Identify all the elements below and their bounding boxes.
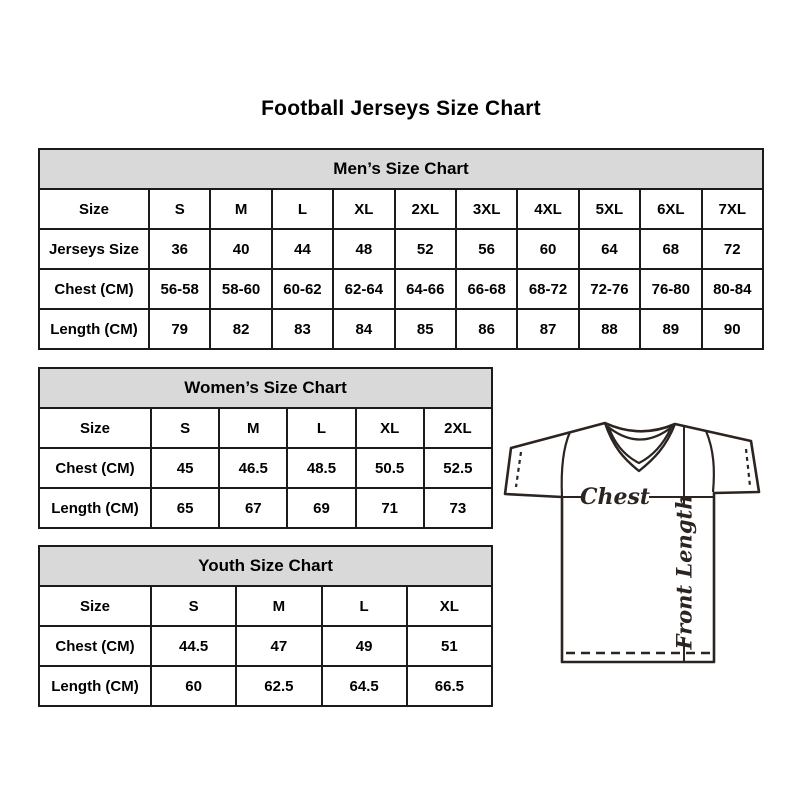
youth-table-row: [39, 586, 492, 626]
page-title: Football Jerseys Size Chart: [261, 97, 541, 120]
youth-cell-r1c3: 49: [322, 626, 407, 666]
youth-cell-r0c2: M: [236, 586, 321, 626]
youth-table-row: [39, 626, 492, 666]
men-cell-r3c0: Length (CM): [39, 309, 149, 349]
front-length-label: Front Length: [671, 494, 697, 650]
men-cell-r0c7: 4XL: [517, 189, 578, 229]
men-cell-r2c0: Chest (CM): [39, 269, 149, 309]
men-table-row: [39, 309, 763, 349]
men-cell-r3c3: 83: [272, 309, 333, 349]
chest-label: Chest: [579, 484, 651, 510]
men-cell-r0c1: S: [149, 189, 210, 229]
youth-cell-r0c4: XL: [407, 586, 492, 626]
youth-cell-r1c1: 44.5: [151, 626, 236, 666]
men-cell-r3c8: 88: [579, 309, 640, 349]
men-cell-r2c3: 60-62: [272, 269, 333, 309]
women-cell-r1c5: 52.5: [424, 448, 492, 488]
youth-cell-r2c3: 64.5: [322, 666, 407, 706]
men-cell-r2c9: 76-80: [640, 269, 701, 309]
women-table-row: [39, 488, 492, 528]
men-cell-r1c0: Jerseys Size: [39, 229, 149, 269]
men-cell-r3c9: 89: [640, 309, 701, 349]
men-cell-r3c5: 85: [395, 309, 456, 349]
men-cell-r2c7: 68-72: [517, 269, 578, 309]
men-table-row: [39, 189, 763, 229]
men-cell-r3c6: 86: [456, 309, 517, 349]
women-cell-r1c2: 46.5: [219, 448, 287, 488]
men-cell-r0c5: 2XL: [395, 189, 456, 229]
men-cell-r1c5: 52: [395, 229, 456, 269]
men-cell-r0c4: XL: [333, 189, 394, 229]
men-cell-r2c8: 72-76: [579, 269, 640, 309]
youth-cell-r2c0: Length (CM): [39, 666, 151, 706]
men-cell-r3c7: 87: [517, 309, 578, 349]
men-cell-r0c6: 3XL: [456, 189, 517, 229]
youth-cell-r2c1: 60: [151, 666, 236, 706]
men-cell-r0c8: 5XL: [579, 189, 640, 229]
men-table-row: [39, 229, 763, 269]
men-cell-r2c2: 58-60: [210, 269, 271, 309]
women-cell-r0c4: XL: [356, 408, 424, 448]
men-cell-r3c2: 82: [210, 309, 271, 349]
left-cuff-dashed-line: [516, 452, 521, 487]
men-cell-r0c3: L: [272, 189, 333, 229]
men-cell-r2c1: 56-58: [149, 269, 210, 309]
youth-table-title: Youth Size Chart: [39, 546, 492, 586]
men-cell-r2c10: 80-84: [702, 269, 763, 309]
men-cell-r1c6: 56: [456, 229, 517, 269]
men-cell-r1c7: 60: [517, 229, 578, 269]
men-cell-r2c6: 66-68: [456, 269, 517, 309]
men-table-title: Men’s Size Chart: [39, 149, 763, 189]
men-table-row: [39, 269, 763, 309]
youth-cell-r2c4: 66.5: [407, 666, 492, 706]
right-cuff-dashed-line: [746, 449, 750, 486]
youth-size-table: [38, 545, 493, 707]
women-table-row: [39, 448, 492, 488]
men-cell-r0c0: Size: [39, 189, 149, 229]
men-cell-r1c8: 64: [579, 229, 640, 269]
men-cell-r0c2: M: [210, 189, 271, 229]
women-cell-r0c2: M: [219, 408, 287, 448]
men-cell-r1c1: 36: [149, 229, 210, 269]
men-cell-r3c4: 84: [333, 309, 394, 349]
youth-table-row: [39, 666, 492, 706]
left-armhole-seam: [562, 432, 570, 497]
women-table-title: Women’s Size Chart: [39, 368, 492, 408]
women-cell-r0c1: S: [151, 408, 219, 448]
women-cell-r2c1: 65: [151, 488, 219, 528]
men-cell-r1c2: 40: [210, 229, 271, 269]
men-cell-r0c10: 7XL: [702, 189, 763, 229]
youth-cell-r1c0: Chest (CM): [39, 626, 151, 666]
men-cell-r2c5: 64-66: [395, 269, 456, 309]
women-cell-r0c0: Size: [39, 408, 151, 448]
youth-cell-r0c3: L: [322, 586, 407, 626]
women-cell-r2c5: 73: [424, 488, 492, 528]
men-cell-r0c9: 6XL: [640, 189, 701, 229]
men-cell-r1c10: 72: [702, 229, 763, 269]
jersey-measurement-diagram: [500, 395, 768, 669]
men-cell-r3c1: 79: [149, 309, 210, 349]
youth-cell-r1c4: 51: [407, 626, 492, 666]
women-cell-r2c0: Length (CM): [39, 488, 151, 528]
men-cell-r1c4: 48: [333, 229, 394, 269]
men-cell-r2c4: 62-64: [333, 269, 394, 309]
right-armhole-seam: [706, 431, 714, 492]
women-cell-r1c4: 50.5: [356, 448, 424, 488]
youth-cell-r1c2: 47: [236, 626, 321, 666]
women-cell-r2c3: 69: [287, 488, 355, 528]
mens-size-table: [38, 148, 764, 350]
women-cell-r1c1: 45: [151, 448, 219, 488]
women-cell-r0c5: 2XL: [424, 408, 492, 448]
womens-size-table: [38, 367, 493, 529]
women-cell-r1c3: 48.5: [287, 448, 355, 488]
women-cell-r0c3: L: [287, 408, 355, 448]
women-cell-r1c0: Chest (CM): [39, 448, 151, 488]
youth-cell-r0c1: S: [151, 586, 236, 626]
men-cell-r1c9: 68: [640, 229, 701, 269]
youth-cell-r0c0: Size: [39, 586, 151, 626]
women-table-row: [39, 408, 492, 448]
men-cell-r3c10: 90: [702, 309, 763, 349]
women-cell-r2c4: 71: [356, 488, 424, 528]
women-cell-r2c2: 67: [219, 488, 287, 528]
youth-cell-r2c2: 62.5: [236, 666, 321, 706]
men-cell-r1c3: 44: [272, 229, 333, 269]
